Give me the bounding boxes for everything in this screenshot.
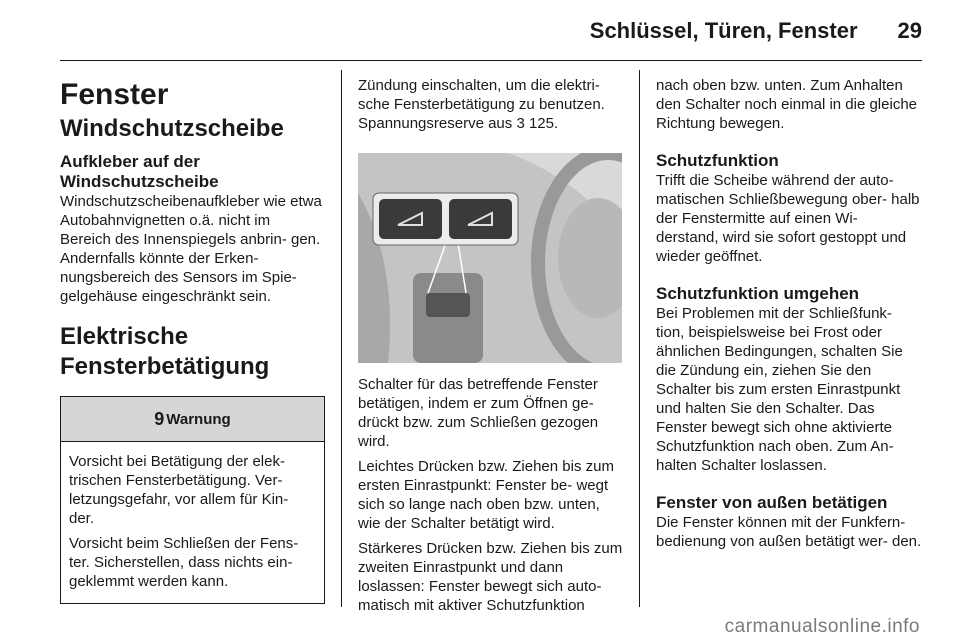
column-2 xyxy=(358,66,624,621)
warning-body xyxy=(61,442,324,603)
section-heading-fenster: Fenster xyxy=(60,78,169,111)
heading-schutzfunktion: Schutzfunktion xyxy=(656,151,779,170)
paragraph-aufkleber: Windschutzscheibenaufkleber wie etwa Autobahnvignetten o.ä. nicht im Bereich des Innenspiegels anbrin- gen. Andernfalls könnte der Erken- nungsbereich des Sensors im Spie- gelgehäuse eingeschränkt sein. xyxy=(60,193,322,305)
heading-line1: Elektrische xyxy=(60,323,189,350)
header-rule xyxy=(60,60,922,61)
column-3 xyxy=(656,66,924,557)
warning-title: Warnung xyxy=(166,410,231,428)
warning-triangle-icon: 9 xyxy=(154,408,165,429)
column-1 xyxy=(60,66,325,604)
warning-header xyxy=(61,397,324,442)
warning-paragraph-2: Vorsicht beim Schließen der Fens- ter. Sicherstellen, dass nichts ein- geklemmt werden kann. xyxy=(69,535,299,590)
warning-box xyxy=(60,396,325,604)
page-header xyxy=(590,18,922,44)
paragraph-schutzfunktion-umgehen: Bei Problemen mit der Schließfunk- tion, beispielsweise bei Frost oder ähnlichen Bedingungen, schalten Sie die Zündung ein, ziehen Sie den Schalter bis zum ersten Einrastpunkt und halten Sie den Schalter. Das Fenster bewegt sich ohne aktivierte Schutzfunktion nach oben. Zum An- halten Schalter loslassen. xyxy=(656,305,903,474)
paragraph-staerkeres: Stärkeres Drücken bzw. Ziehen bis zum zweiten Einrastpunkt und dann loslassen: Fenster bewegt sich auto- matisch mit aktiver Schutzfunktion xyxy=(358,540,623,614)
column-divider-1 xyxy=(341,70,342,607)
paragraph-fenster-von-aussen: Die Fenster können mit der Funkfern- bedienung von außen betätigt wer- den. xyxy=(656,514,922,550)
header-title: Schlüssel, Türen, Fenster xyxy=(589,18,858,43)
page-number: 29 xyxy=(897,18,922,43)
warning-paragraph-1: Vorsicht bei Betätigung der elek- trischen Fensterbetätigung. Ver- letzungsgefahr, vor allem für Kin- der. xyxy=(69,453,289,527)
heading-aufkleber-line2: Windschutzscheibe xyxy=(60,172,219,191)
heading-line2: Fensterbetätigung xyxy=(60,353,270,380)
heading-elektrische-fensterbetaetigung xyxy=(60,322,325,382)
illustration-graphic xyxy=(358,153,622,363)
subsection-heading-windschutzscheibe: Windschutzscheibe xyxy=(60,115,284,142)
heading-aufkleber-line1: Aufkleber auf der xyxy=(60,152,200,171)
paragraph-schutzfunktion: Trifft die Scheibe während der auto- matischen Schließbewegung ober- halb der Fenstermitte auf einen Wi- derstand, wird sie sofort gestoppt und wieder geöffnet. xyxy=(656,172,920,265)
watermark: carmanualsonline.info xyxy=(724,616,920,637)
paragraph-anhalten: nach oben bzw. unten. Zum Anhalten den Schalter noch einmal in die gleiche Richtung bewegen. xyxy=(656,77,917,132)
paragraph-zuendung: Zündung einschalten, um die elektri- sche Fensterbetätigung zu benutzen. Spannungsreserve aus 3 125. xyxy=(358,77,605,132)
column-divider-2 xyxy=(639,70,640,607)
heading-fenster-von-aussen: Fenster von außen betätigen xyxy=(656,493,888,512)
paragraph-leichtes: Leichtes Drücken bzw. Ziehen bis zum ersten Einrastpunkt: Fenster be- wegt sich so lange nach oben bzw. unten, wie der Schalter betätigt wird. xyxy=(358,458,614,532)
paragraph-schalter: Schalter für das betreffende Fenster betätigen, indem er zum Öffnen ge- drückt bzw. zum Schließen gezogen wird. xyxy=(358,376,599,450)
window-switch-illustration xyxy=(358,153,622,363)
heading-schutzfunktion-umgehen: Schutzfunktion umgehen xyxy=(656,284,860,303)
